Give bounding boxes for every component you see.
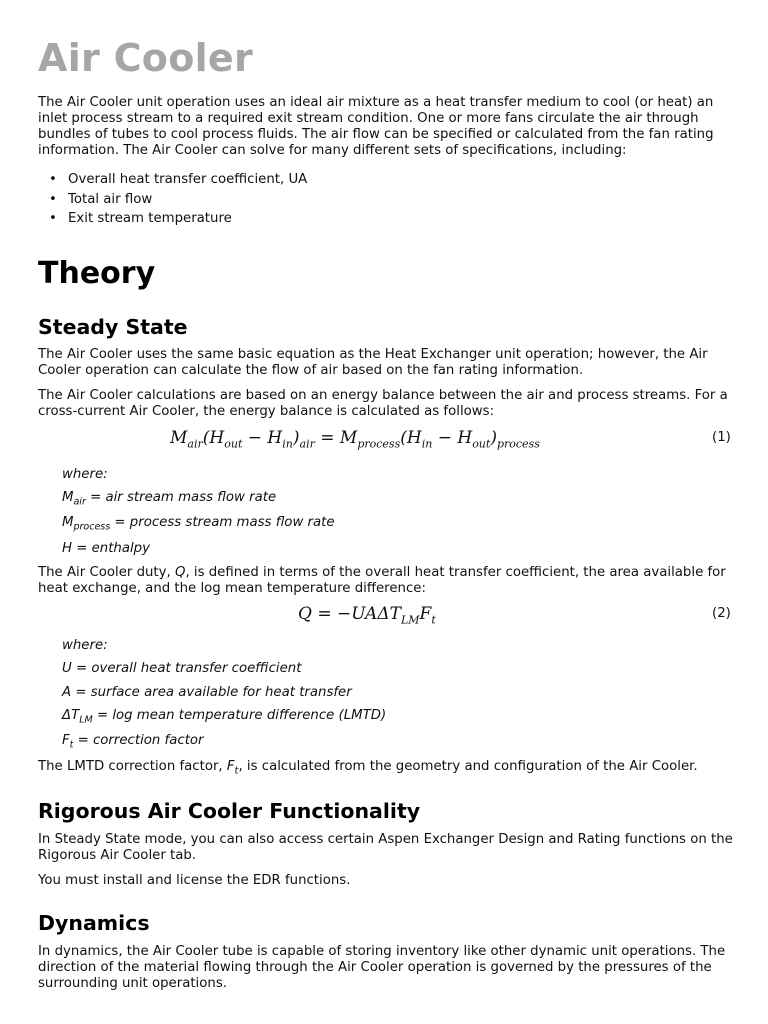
variable-definition: $M_{air}$ = air stream mass flow rate <box>62 490 277 508</box>
equation-number: (2) <box>712 606 731 621</box>
variable-definition: $\Delta T_{LM} = \log$ mean temperature difference (LMTD) <box>62 708 387 726</box>
variable-definition: $F_t$ = correction factor <box>62 733 204 751</box>
equation-1 <box>0 428 768 456</box>
duty-paragraph: The Air Cooler duty, Q, is defined in terms of the overall heat transfer coefficient, the area available for heat exchange, and the log mean temperature difference: <box>38 565 726 596</box>
rigorous-paragraph-1: In Steady State mode, you can also access certain Aspen Exchanger Design and Rating functions on the Rigorous Air Cooler tab. <box>38 832 733 863</box>
energy-balance-formula: $M_{air}(H_{out} - H_{in})_{air} = M_{process}(H_{in} - H_{out})_{process}$ <box>170 428 540 451</box>
variable-definition: $M_{process}$ = process stream mass flow rate <box>62 515 335 533</box>
bullet-icon: • <box>49 191 57 207</box>
bullet-icon: • <box>49 211 57 226</box>
variable-definition: H = enthalpy <box>62 541 150 556</box>
steady-state-paragraph-1: The Air Cooler uses the same basic equation as the Heat Exchanger unit operation; however, the Air Cooler operation can calculate the flow of air based on the fan rating information. <box>38 347 708 378</box>
list-item: • Total air flow <box>38 190 307 210</box>
variable-definition: A = surface area available for heat transfer <box>62 685 352 700</box>
equation-2 <box>0 604 768 630</box>
lmtd-paragraph: The LMTD correction factor, $F_t$, is calculated from the geometry and configuration of the Air Cooler. <box>38 759 698 777</box>
spec-list <box>38 170 307 229</box>
dynamics-heading: Dynamics <box>38 911 150 935</box>
steady-state-paragraph-2: The Air Cooler calculations are based on an energy balance between the air and process streams. For a cross-current Air Cooler, the energy balance is calculated as follows: <box>38 388 728 419</box>
equation-number: (1) <box>712 430 731 445</box>
list-item: • Overall heat transfer coefficient, UA <box>38 170 307 190</box>
where-label: where: <box>62 638 108 653</box>
rigorous-heading: Rigorous Air Cooler Functionality <box>38 799 421 823</box>
duty-formula: $Q = -UA\Delta T_{LM}F_t$ <box>298 604 436 627</box>
where-label: where: <box>62 467 108 482</box>
theory-heading: Theory <box>38 256 156 291</box>
intro-paragraph: The Air Cooler unit operation uses an ideal air mixture as a heat transfer medium to cool (or heat) an inlet process stream to a required exit stream condition. One or more fans circulate the air through bundles of tubes to cool process fluids. The air flow can be specified or calculated from the fan rating information. The Air Cooler can solve for many different sets of specifications, including: <box>38 95 714 158</box>
list-item: • Exit stream temperature <box>38 209 307 229</box>
steady-state-heading: Steady State <box>38 315 188 339</box>
bullet-icon: • <box>49 172 57 187</box>
dynamics-paragraph: In dynamics, the Air Cooler tube is capable of storing inventory like other dynamic unit operations. The direction of the material flowing through the Air Cooler operation is governed by the pressures of the surrounding unit operations. <box>38 944 726 991</box>
variable-definition: U = overall heat transfer coefficient <box>62 661 302 676</box>
page-title: Air Cooler <box>38 36 254 80</box>
rigorous-paragraph-2: You must install and license the EDR functions. <box>38 873 351 888</box>
